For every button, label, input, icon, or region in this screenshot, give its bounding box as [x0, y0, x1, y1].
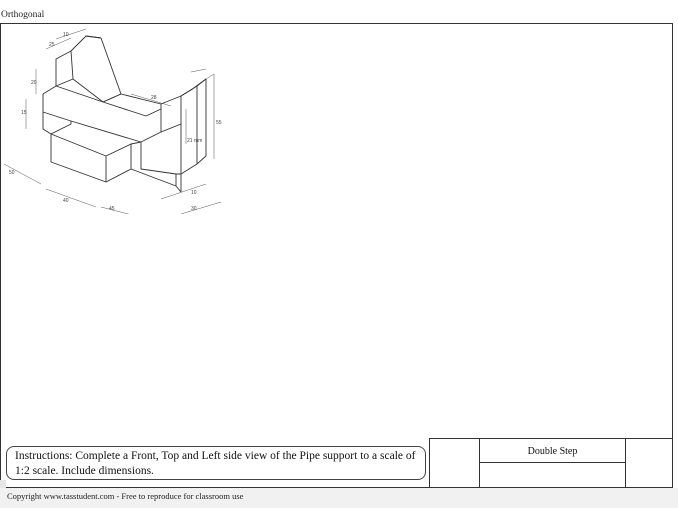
dim-label: 45: [109, 206, 115, 212]
dim-label: 40: [63, 198, 69, 204]
copyright-footer: Copyright www.tasstudent.com - Free to reproduce for classroom use: [0, 488, 678, 508]
title-block-divider: [479, 462, 625, 463]
dim-label: 25: [49, 42, 55, 48]
dim-label: 50: [9, 170, 15, 176]
view-type-label: Orthogonal: [1, 10, 45, 20]
dim-label: 20: [31, 80, 37, 86]
drawing-title: Double Step: [527, 446, 578, 457]
part-platform: [43, 86, 197, 174]
instructions-text: Instructions: Complete a Front, Top and Left side view of the Pipe support to a scale of 1:2 scale. Include dimensions.: [15, 450, 416, 477]
drawing-sheet: [0, 23, 673, 488]
isometric-drawing: [1, 24, 241, 214]
dim-label: 28: [151, 95, 157, 101]
dim-label: 10: [191, 190, 197, 196]
part-upper-block: [56, 51, 73, 86]
dim-label: 15: [21, 110, 27, 116]
title-block: [429, 438, 673, 488]
dim-label: 30: [191, 206, 197, 212]
instructions-box: [6, 446, 426, 480]
part-front-step: [51, 121, 71, 134]
dim-label: 21 mm: [187, 138, 203, 144]
dim-label: 10: [63, 32, 69, 38]
title-block-divider: [625, 439, 626, 489]
dim-label: 55: [216, 120, 222, 126]
